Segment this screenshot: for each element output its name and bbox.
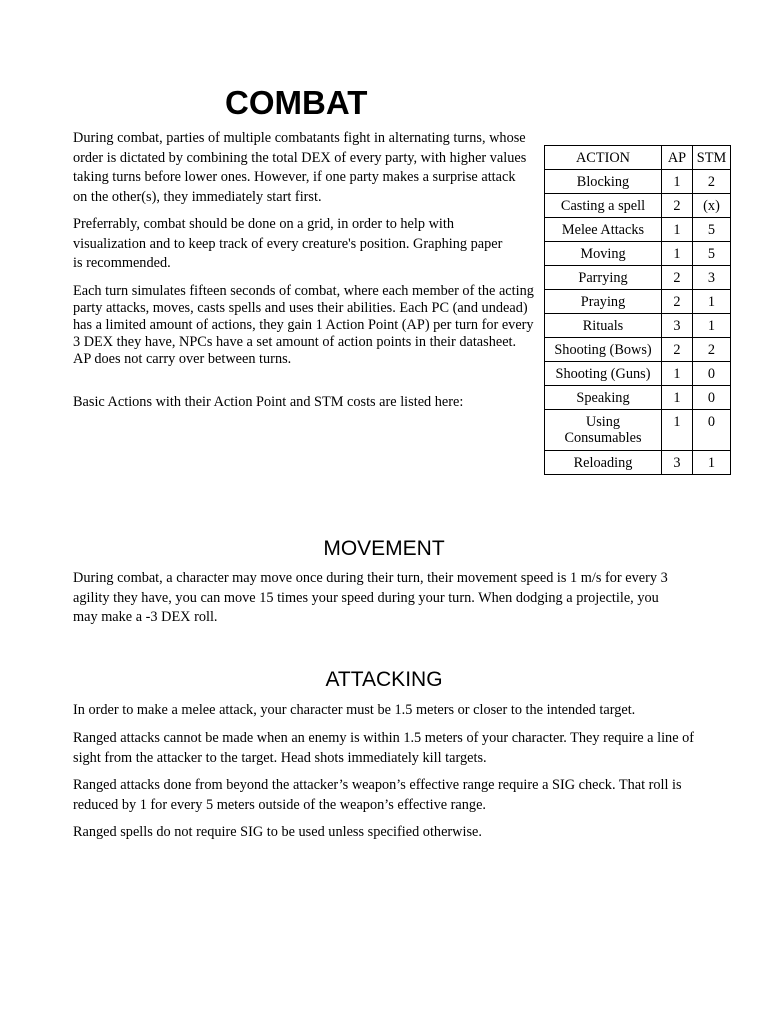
- table-cell-ap: 2: [662, 338, 693, 362]
- table-cell-ap: 1: [662, 242, 693, 266]
- table-cell-stm: (x): [693, 194, 731, 218]
- table-cell-stm: 0: [693, 386, 731, 410]
- attacking-paragraph-ranged-range: Ranged attacks cannot be made when an enemy is within 1.5 meters of your character. They require a line of sight from the attacker to the target. Head shots immediately kill targets.: [73, 730, 695, 766]
- table-cell-ap: 3: [662, 451, 693, 475]
- table-row: [545, 290, 731, 314]
- combat-paragraph-action-points: Each turn simulates fifteen seconds of combat, where each member of the acting party attacks, moves, casts spells and uses their abilities. Each PC (and undead) has a limited amount of actions, they gain 1 Action Point (AP) per turn for every 3 DEX they have, NPCs have a set amount of action points in their datasheet. AP does not carry over between turns.: [73, 283, 534, 367]
- table-cell-action: Shooting (Bows): [545, 338, 662, 362]
- table-row: [545, 170, 731, 194]
- table-cell-action: Reloading: [545, 451, 662, 475]
- attacking-paragraph-sig-check: Ranged attacks done from beyond the attacker’s weapon’s effective range require a SIG check. That roll is reduced by 1 for every 5 meters outside of the weapon’s effective range.: [73, 777, 682, 813]
- attacking-paragraph-melee: In order to make a melee attack, your character must be 1.5 meters or closer to the intended target.: [73, 702, 636, 718]
- table-cell-action: Using Consumables: [545, 410, 662, 451]
- table-cell-action: Speaking: [545, 386, 662, 410]
- table-cell-stm: 3: [693, 266, 731, 290]
- combat-paragraph-basic-actions: Basic Actions with their Action Point and STM costs are listed here:: [73, 394, 464, 410]
- table-row: [545, 266, 731, 290]
- combat-paragraph-grid: Preferrably, combat should be done on a grid, in order to help with visualization and to keep track of every creature's position. Graphing paper is recommended.: [73, 216, 503, 271]
- table-cell-action: Moving: [545, 242, 662, 266]
- table-header-ap: AP: [662, 146, 693, 170]
- table-cell-stm: 0: [693, 410, 731, 451]
- page-title: COMBAT: [225, 84, 368, 121]
- table-row: [545, 362, 731, 386]
- table-cell-ap: 3: [662, 314, 693, 338]
- table-cell-ap: 2: [662, 266, 693, 290]
- table-cell-ap: 1: [662, 386, 693, 410]
- section-title-attacking: ATTACKING: [325, 668, 443, 691]
- table-cell-action: Shooting (Guns): [545, 362, 662, 386]
- table-cell-action: Blocking: [545, 170, 662, 194]
- table-cell-ap: 1: [662, 218, 693, 242]
- section-title-movement: MOVEMENT: [323, 537, 445, 560]
- table-header-stm: STM: [693, 146, 731, 170]
- table-cell-stm: 2: [693, 338, 731, 362]
- table-cell-ap: 1: [662, 362, 693, 386]
- table-cell-ap: 2: [662, 290, 693, 314]
- movement-paragraph: During combat, a character may move once during their turn, their movement speed is 1 m/s for every 3 agility they have, you can move 15 times your speed during your turn. When dodging a projectile, you may make a -3 DEX roll.: [73, 570, 668, 625]
- combat-paragraph-turn-order: During combat, parties of multiple combatants fight in alternating turns, whose order is dictated by combining the total DEX of every party, with higher values taking turns before lower ones. However, if one party makes a surprise attack on the other(s), they immediately start first.: [73, 130, 527, 205]
- table-cell-stm: 1: [693, 290, 731, 314]
- table-cell-action: Rituals: [545, 314, 662, 338]
- table-cell-ap: 1: [662, 410, 693, 451]
- table-row: [545, 410, 731, 451]
- table-cell-ap: 1: [662, 170, 693, 194]
- table-cell-stm: 1: [693, 451, 731, 475]
- table-header-action: ACTION: [545, 146, 662, 170]
- table-cell-stm: 1: [693, 314, 731, 338]
- table-cell-stm: 5: [693, 242, 731, 266]
- attacking-paragraph-ranged-spells: Ranged spells do not require SIG to be used unless specified otherwise.: [73, 824, 482, 840]
- table-cell-stm: 5: [693, 218, 731, 242]
- table-header-row: [545, 146, 731, 170]
- action-cost-table: [544, 145, 731, 475]
- table-row: [545, 218, 731, 242]
- table-cell-action: Praying: [545, 290, 662, 314]
- table-cell-action: Parrying: [545, 266, 662, 290]
- table-row: [545, 338, 731, 362]
- table-row: [545, 386, 731, 410]
- table-cell-action: Melee Attacks: [545, 218, 662, 242]
- table-cell-action: Casting a spell: [545, 194, 662, 218]
- table-cell-ap: 2: [662, 194, 693, 218]
- table-row: [545, 242, 731, 266]
- table-cell-stm: 2: [693, 170, 731, 194]
- table-row: [545, 451, 731, 475]
- table-row: [545, 194, 731, 218]
- table-row: [545, 314, 731, 338]
- table-cell-stm: 0: [693, 362, 731, 386]
